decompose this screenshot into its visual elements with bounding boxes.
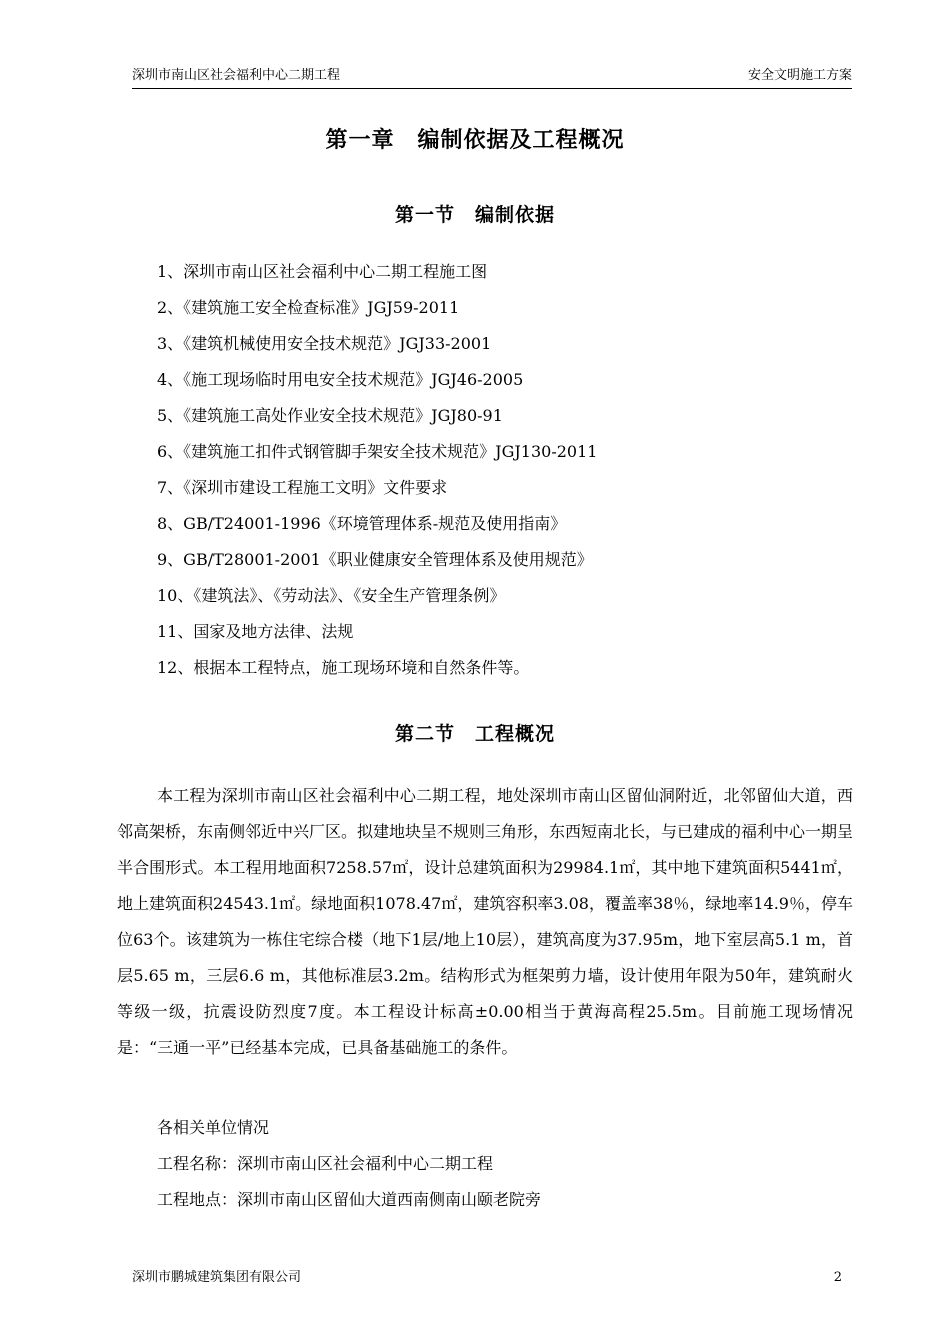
reference-item: 2、《建筑施工安全检查标准》JGJ59-2011 — [157, 298, 460, 317]
project-info — [157, 1110, 541, 1218]
reference-item: 11、国家及地方法律、法规 — [157, 622, 354, 641]
section-title-overview: 第二节 工程概况 — [394, 723, 555, 745]
reference-item: 9、GB/T28001-2001《职业健康安全管理体系及使用规范》 — [157, 550, 593, 569]
reference-item: 4、《施工现场临时用电安全技术规范》JGJ46-2005 — [157, 370, 524, 389]
header-project-name: 深圳市南山区社会福利中心二期工程 — [132, 68, 341, 83]
section-title-basis: 第一节 编制依据 — [394, 204, 555, 226]
reference-item: 3、《建筑机械使用安全技术规范》JGJ33-2001 — [157, 334, 492, 353]
reference-item: 10、《建筑法》、《劳动法》、《安全生产管理条例》 — [157, 586, 506, 605]
chapter-title: 第一章 编制依据及工程概况 — [325, 127, 625, 153]
reference-item: 6、《建筑施工扣件式钢管脚手架安全技术规范》JGJ130-2011 — [157, 442, 598, 461]
header-document-title: 安全文明施工方案 — [747, 68, 852, 83]
overview-paragraph: 本工程为深圳市南山区社会福利中心二期工程，地处深圳市南山区留仙洞附近，北邻留仙大道，西邻高架桥，东南侧邻近中兴厂区。拟建地块呈不规则三角形，东西短南北长，与已建成的福利中心一期呈半合围形式。本工程用地面积7258.57㎡，设计总建筑面积为29984.1㎡，其中地下建筑面积5441㎡，地上建筑面积24543.1㎡。绿地面积1078.47㎡，建筑容积率3.08，覆盖率38％，绿地率14.9％，停车位63个。该建筑为一栋住宅综合楼（地下1层/地上10层），建筑高度为37.95m，地下室层高5.1 m，首层5.65 m，三层6.6 m，其他标准层3.2m。结构形式为框架剪力墙，设计使用年限为50年，建筑耐火等级一级，抗震设防烈度7度。本工程设计标高±0.00相当于黄海高程25.5m。目前施工现场情况是：“三通一平”已经基本完成，已具备基础施工的条件。 — [117, 786, 854, 1057]
reference-item: 7、《深圳市建设工程施工文明》文件要求 — [157, 478, 448, 497]
page-number: 2 — [833, 1270, 842, 1285]
page-header — [132, 66, 852, 89]
reference-list — [157, 260, 597, 692]
project-location-line: 工程地点：深圳市南山区留仙大道西南侧南山颐老院旁 — [157, 1190, 542, 1209]
reference-item: 5、《建筑施工高处作业安全技术规范》JGJ80-91 — [157, 406, 503, 425]
project-name-line: 工程名称：深圳市南山区社会福利中心二期工程 — [157, 1154, 494, 1173]
footer-company: 深圳市鹏城建筑集团有限公司 — [132, 1270, 302, 1285]
reference-item: 8、GB/T24001-1996《环境管理体系-规范及使用指南》 — [157, 514, 567, 533]
reference-item: 1、深圳市南山区社会福利中心二期工程施工图 — [157, 262, 488, 281]
related-units-heading: 各相关单位情况 — [157, 1118, 270, 1137]
reference-item: 12、根据本工程特点，施工现场环境和自然条件等。 — [157, 658, 530, 677]
